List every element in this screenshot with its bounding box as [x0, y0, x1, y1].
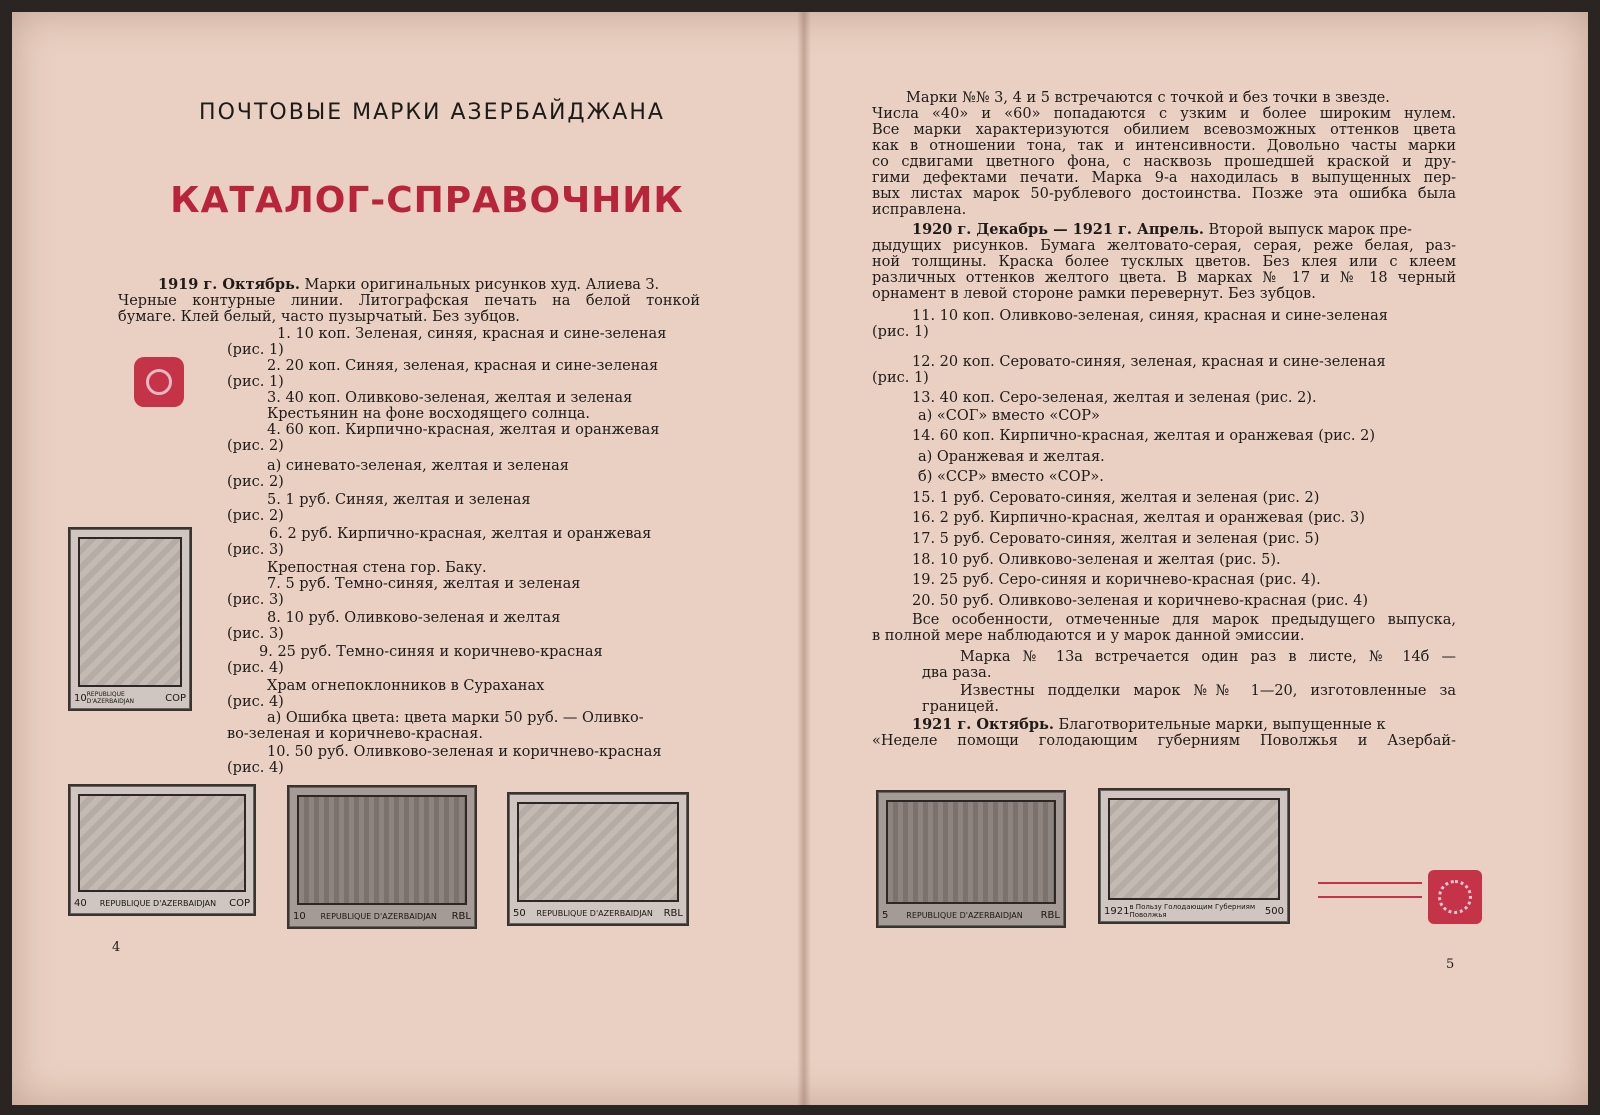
- stamp-caption: [74, 895, 250, 911]
- paragraph-line: Все особенности, отмеченные для марок предыдущего выпуска,: [912, 612, 1456, 628]
- catalog-entry: (рис. 2): [227, 474, 284, 490]
- catalog-entry: (рис. 3): [227, 626, 284, 642]
- catalog-entry: 12. 20 коп. Серовато-синяя, зеленая, красная и сине-зеленая: [912, 354, 1386, 370]
- red-rule: [1318, 896, 1422, 898]
- stamp-value: 10: [293, 910, 306, 922]
- catalog-entry: (рис. 1): [872, 370, 929, 386]
- paragraph-line: вых листах марок 50-рублевого достоинства. Позже эта ошибка была: [872, 186, 1456, 202]
- catalog-title: КАТАЛОГ-СПРАВОЧНИК: [170, 180, 684, 221]
- intro-line-1: [158, 277, 659, 293]
- stamp-text: в Пользу Голодающим Губерниям Поволжья: [1129, 903, 1256, 919]
- stamp-image: [507, 792, 689, 926]
- intro-date: 1919 г. Октябрь.: [158, 276, 300, 293]
- stamp-caption: [293, 908, 471, 924]
- paragraph-line: [912, 222, 1412, 238]
- stamp-text: REPUBLIQUE D'AZERBAIDJAN: [99, 898, 217, 908]
- catalog-entry: а) Ошибка цвета: цвета марки 50 руб. — Оливко-: [267, 710, 644, 726]
- catalog-entry: б) «ССР» вместо «СОР».: [918, 469, 1104, 485]
- catalog-entry: (рис. 1): [872, 324, 929, 340]
- stamp-caption: [513, 905, 683, 921]
- stamp-caption: [882, 907, 1060, 923]
- catalog-entry: 3. 40 коп. Оливково-зеленая, желтая и зеленая: [267, 390, 633, 406]
- catalog-entry: 5. 1 руб. Синяя, желтая и зеленая: [267, 492, 531, 508]
- stamp-text: REPUBLIQUE D'AZERBAIDJAN: [906, 910, 1023, 920]
- catalog-entry: 7. 5 руб. Темно-синяя, желтая и зеленая: [267, 576, 581, 592]
- stamp-text: REPUBLIQUE D'AZERBAIDJAN: [536, 908, 653, 918]
- paragraph-line: орнамент в левой стороне рамки перевернут. Без зубцов.: [872, 286, 1316, 302]
- catalog-entry: а) «СОГ» вместо «СОР»: [918, 408, 1100, 424]
- catalog-entry: во-зеленая и коричнево-красная.: [227, 726, 483, 742]
- paragraph-line: дыдущих рисунков. Бумага желтовато-серая, серая, реже белая, раз-: [872, 238, 1456, 254]
- charity-text: Благотворительные марки, выпущенные к: [1058, 717, 1386, 733]
- paragraph-line: два раза.: [922, 665, 992, 681]
- catalog-entry: 20. 50 руб. Оливково-зеленая и коричнево-красная (рис. 4): [912, 593, 1368, 609]
- stamp-corner: RBL: [663, 907, 683, 919]
- catalog-entry: Храм огнепоклонников в Сураханах: [267, 678, 545, 694]
- book-spread: [12, 12, 1588, 1105]
- catalog-entry: Крестьянин на фоне восходящего солнца.: [267, 406, 591, 422]
- paragraph-line: Все марки характеризуются обилием всевозможных оттенков цвета: [872, 122, 1456, 138]
- red-rule: [1318, 882, 1422, 884]
- rosette-icon: [1428, 870, 1482, 924]
- stamp-image: [876, 790, 1066, 928]
- right-page: [808, 12, 1588, 1105]
- catalog-entry: 15. 1 руб. Серовато-синяя, желтая и зеленая (рис. 2): [912, 490, 1320, 506]
- paragraph-line: Марка № 13а встречается один раз в листе, № 14б —: [960, 649, 1456, 665]
- stamp-picture: [78, 537, 182, 687]
- catalog-entry: 18. 10 руб. Оливково-зеленая и желтая (рис. 5).: [912, 552, 1281, 568]
- stamp-corner: 1921: [1104, 905, 1130, 917]
- stamp-value: 500: [1264, 905, 1284, 917]
- paragraph-line: Числа «40» и «60» попадаются с узким и более широким нулем.: [872, 106, 1456, 122]
- catalog-entry: а) синевато-зеленая, желтая и зеленая: [267, 458, 569, 474]
- page-number: 5: [1446, 957, 1455, 972]
- catalog-entry: 19. 25 руб. Серо-синяя и коричнево-красная (рис. 4).: [912, 572, 1321, 588]
- intro-line-2: Черные контурные линии. Литографская печать на белой тонкой: [118, 293, 700, 309]
- paragraph-line: различных оттенков желтого цвета. В марках № 17 и № 18 черный: [872, 270, 1456, 286]
- charity-date: 1921 г. Октябрь.: [912, 716, 1054, 733]
- paragraph-line: в полной мере наблюдаются и у марок данной эмиссии.: [872, 628, 1305, 644]
- catalog-entry: (рис. 1): [227, 374, 284, 390]
- catalog-entry: 11. 10 коп. Оливково-зеленая, синяя, красная и сине-зеленая: [912, 308, 1388, 324]
- stamp-corner: COP: [165, 692, 186, 704]
- catalog-entry: (рис. 2): [227, 438, 284, 454]
- stamp-corner: RBL: [1040, 909, 1060, 921]
- ornament-icon: [134, 357, 184, 407]
- catalog-entry: 17. 5 руб. Серовато-синяя, желтая и зеленая (рис. 5): [912, 531, 1320, 547]
- catalog-entry: 4. 60 коп. Кирпично-красная, желтая и оранжевая: [267, 422, 660, 438]
- intro-line-3: бумаге. Клей белый, часто пузырчатый. Без зубцов.: [118, 309, 520, 325]
- paragraph-line: со сдвигами цветного фона, с насквозь прошедшей краской и дру-: [872, 154, 1456, 170]
- catalog-entry: 9. 25 руб. Темно-синяя и коричнево-красная: [259, 644, 603, 660]
- catalog-entry: 8. 10 руб. Оливково-зеленая и желтая: [267, 610, 561, 626]
- stamp-value: 5: [882, 909, 889, 921]
- stamp-corner: RBL: [451, 910, 471, 922]
- stamp-value: 40: [74, 897, 87, 909]
- stamp-value: 50: [513, 907, 526, 919]
- paragraph-line: [912, 717, 1386, 733]
- stamp-image: [68, 527, 192, 711]
- paragraph-line: исправлена.: [872, 202, 967, 218]
- catalog-entry: 16. 2 руб. Кирпично-красная, желтая и оранжевая (рис. 3): [912, 510, 1365, 526]
- stamp-image: [1098, 788, 1290, 924]
- stamp-image: [287, 785, 477, 929]
- stamp-image: [68, 784, 256, 916]
- stamp-picture: [517, 802, 679, 902]
- catalog-entry: (рис. 3): [227, 542, 284, 558]
- paragraph-line: ной толщины. Краска более тусклых цветов. Без клея или с клеем: [872, 254, 1456, 270]
- stamp-caption: [1104, 903, 1284, 919]
- catalog-entry: (рис. 4): [227, 694, 284, 710]
- catalog-entry: (рис. 2): [227, 508, 284, 524]
- paragraph-line: гими дефектами печати. Марка 9-а находилась в выпущенных пер-: [872, 170, 1456, 186]
- paragraph-line: границей.: [922, 699, 1000, 715]
- catalog-entry: 6. 2 руб. Кирпично-красная, желтая и оранжевая: [269, 526, 652, 542]
- intro-text-1: Марки оригинальных рисунков худ. Алиева З.: [304, 277, 660, 293]
- stamp-picture: [886, 800, 1056, 904]
- catalog-entry: Крепостная стена гор. Баку.: [267, 560, 487, 576]
- catalog-entry: (рис. 4): [227, 760, 284, 776]
- catalog-entry: 14. 60 коп. Кирпично-красная, желтая и оранжевая (рис. 2): [912, 428, 1376, 444]
- issue-text: Второй выпуск марок пре-: [1208, 222, 1412, 238]
- paragraph-line: «Неделе помощи голодающим губерниям Поволжья и Азербай-: [872, 733, 1456, 749]
- page-number: 4: [112, 940, 121, 955]
- paragraph-line: Известны подделки марок №№ 1—20, изготовленные за: [960, 683, 1456, 699]
- stamp-caption: [74, 690, 186, 706]
- catalog-entry: (рис. 1): [227, 342, 284, 358]
- stamp-picture: [297, 795, 467, 905]
- catalog-entry: 2. 20 коп. Синяя, зеленая, красная и сине-зеленая: [267, 358, 659, 374]
- stamp-corner: COP: [229, 897, 250, 909]
- stamp-value: 10: [74, 692, 87, 704]
- catalog-entry: а) Оранжевая и желтая.: [918, 449, 1105, 465]
- paragraph-line: как в отношении тона, так и интенсивности. Довольно часты марки: [872, 138, 1456, 154]
- catalog-entry: 10. 50 руб. Оливково-зеленая и коричнево-красная: [267, 744, 662, 760]
- catalog-entry: (рис. 4): [227, 660, 284, 676]
- catalog-entry: (рис. 3): [227, 592, 284, 608]
- series-title: ПОЧТОВЫЕ МАРКИ АЗЕРБАЙДЖАНА: [199, 100, 665, 125]
- catalog-entry: 13. 40 коп. Серо-зеленая, желтая и зеленая (рис. 2).: [912, 390, 1317, 406]
- paragraph-line: Марки №№ 3, 4 и 5 встречаются с точкой и без точки в звезде.: [906, 90, 1390, 106]
- stamp-text: REPUBLIQUE D'AZERBAIDJAN: [86, 691, 135, 705]
- stamp-text: REPUBLIQUE D'AZERBAIDJAN: [320, 911, 437, 921]
- stamp-picture: [78, 794, 246, 892]
- stamp-picture: [1108, 798, 1280, 900]
- catalog-entry: 1. 10 коп. Зеленая, синяя, красная и сине-зеленая: [277, 326, 667, 342]
- issue-date: 1920 г. Декабрь — 1921 г. Апрель.: [912, 221, 1204, 238]
- left-page: [12, 12, 802, 1105]
